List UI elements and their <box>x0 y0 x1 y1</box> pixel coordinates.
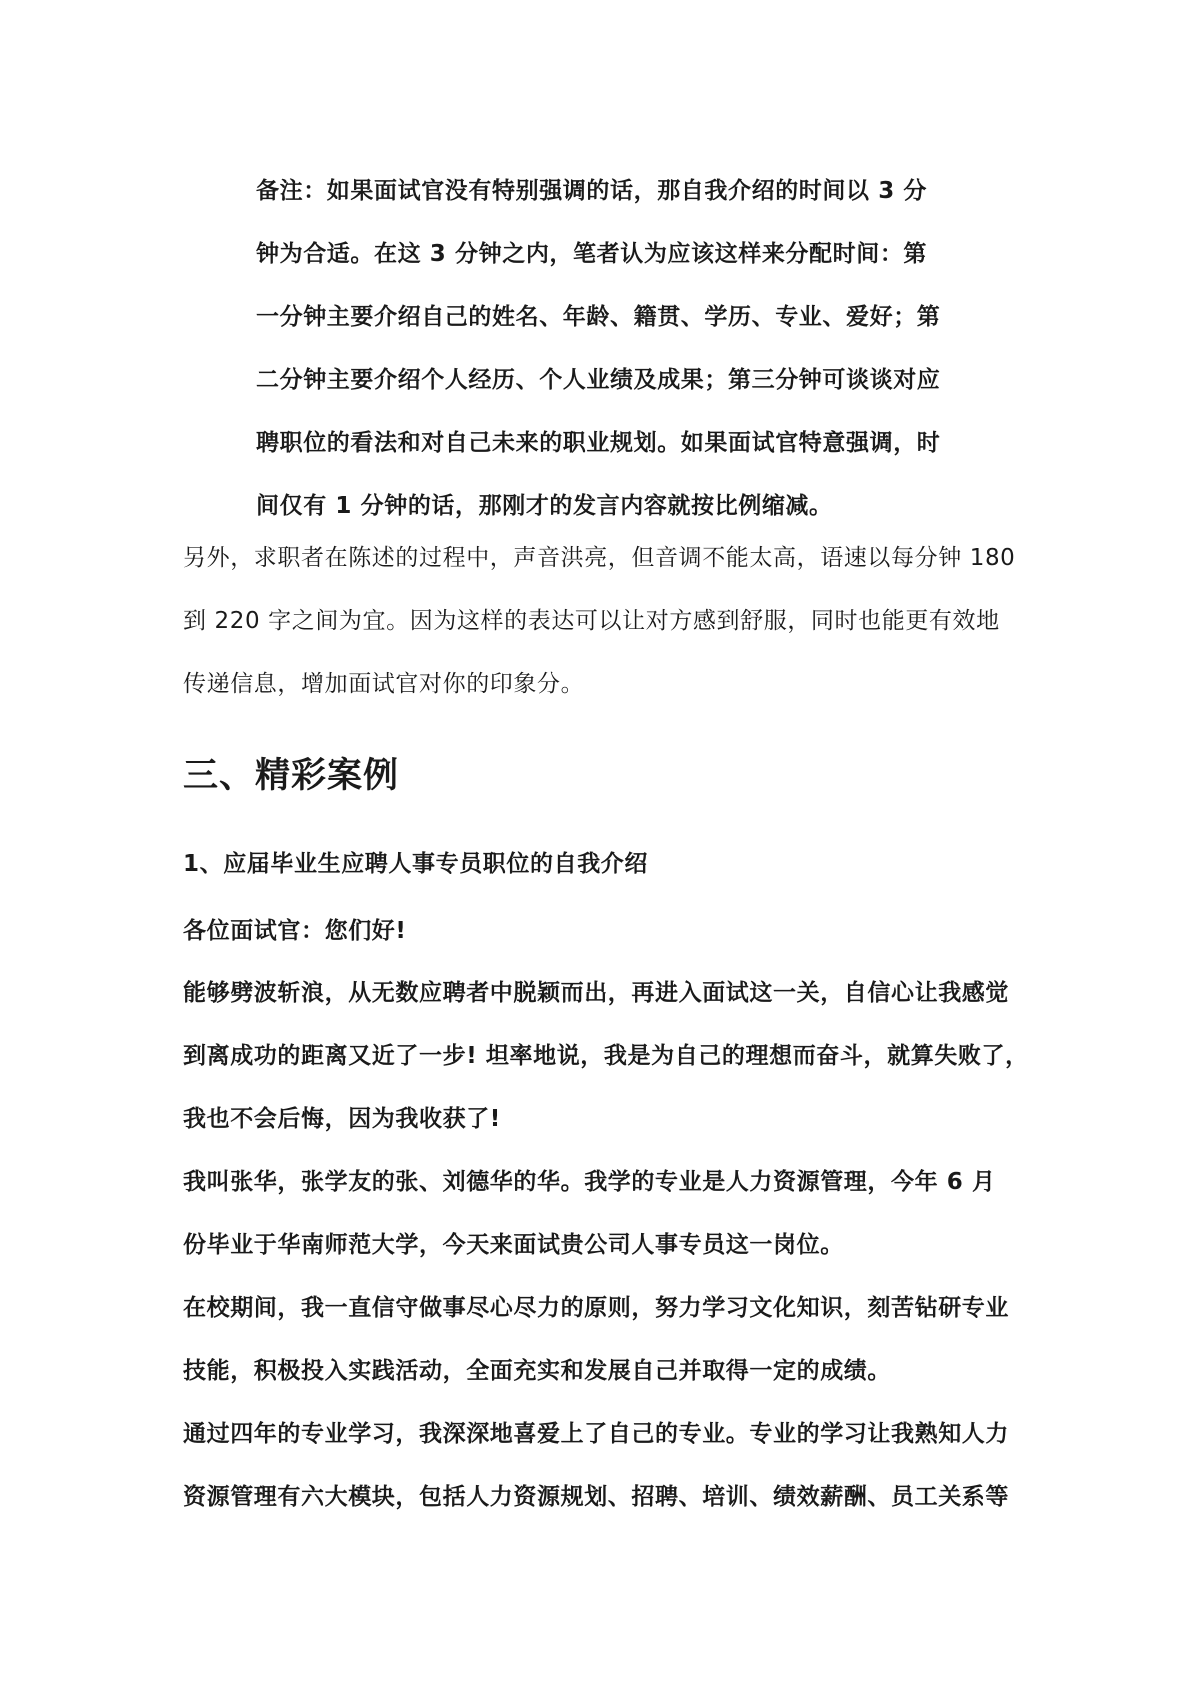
case-title: 1、应届毕业生应聘人事专员职位的自我介绍 <box>183 851 649 877</box>
paragraph-line: 到 220 字之间为宜。因为这样的表达可以让对方感到舒服，同时也能更有效地 <box>183 608 1000 634</box>
paragraph-line: 我叫张华，张学友的张、刘德华的华。我学的专业是人力资源管理，今年 6 月 <box>183 1169 996 1195</box>
case-paragraph-name <box>183 1151 1043 1277</box>
note-line: 间仅有 1 分钟的话，那刚才的发言内容就按比例缩减。 <box>256 493 833 519</box>
case-paragraph-school <box>183 1277 1043 1403</box>
greeting-line: 各位面试官：您们好! <box>183 918 407 944</box>
section-heading: 三、精彩案例 <box>183 756 400 796</box>
paragraph-line: 能够劈波斩浪，从无数应聘者中脱颖而出，再进入面试这一关，自信心让我感觉 <box>183 980 1009 1006</box>
paragraph-line: 到离成功的距离又近了一步! 坦率地说，我是为自己的理想而奋斗，就算失败了， <box>183 1043 1029 1069</box>
note-line: 一分钟主要介绍自己的姓名、年龄、籍贯、学历、专业、爱好；第 <box>256 304 941 330</box>
paragraph-line: 通过四年的专业学习，我深深地喜爱上了自己的专业。专业的学习让我熟知人力 <box>183 1421 1009 1447</box>
paragraph-line: 我也不会后悔，因为我收获了! <box>183 1106 501 1132</box>
case-paragraph-major <box>183 1403 1043 1529</box>
case-greeting <box>183 900 1043 963</box>
paragraph-line: 另外，求职者在陈述的过程中，声音洪亮，但音调不能太高，语速以每分钟 180 <box>183 545 1016 571</box>
paragraph-line: 传递信息，增加面试官对你的印象分。 <box>183 671 585 697</box>
note-block <box>256 160 976 538</box>
paragraph-line: 资源管理有六大模块，包括人力资源规划、招聘、培训、绩效薪酬、员工关系等 <box>183 1484 1009 1510</box>
paragraph-line: 在校期间，我一直信守做事尽心尽力的原则，努力学习文化知识，刻苦钻研专业 <box>183 1295 1009 1321</box>
paragraph-line: 技能，积极投入实践活动，全面充实和发展自己并取得一定的成绩。 <box>183 1358 891 1384</box>
note-line: 聘职位的看法和对自己未来的职业规划。如果面试官特意强调，时 <box>256 430 941 456</box>
paragraph-speech-tips <box>183 527 1033 716</box>
note-line: 二分钟主要介绍个人经历、个人业绩及成果；第三分钟可谈谈对应 <box>256 367 941 393</box>
case-paragraph-intro <box>183 962 1043 1151</box>
note-line: 钟为合适。在这 3 分钟之内，笔者认为应该这样来分配时间：第 <box>256 241 928 267</box>
note-line: 备注：如果面试官没有特别强调的话，那自我介绍的时间以 3 分 <box>256 178 928 204</box>
paragraph-line: 份毕业于华南师范大学，今天来面试贵公司人事专员这一岗位。 <box>183 1232 844 1258</box>
